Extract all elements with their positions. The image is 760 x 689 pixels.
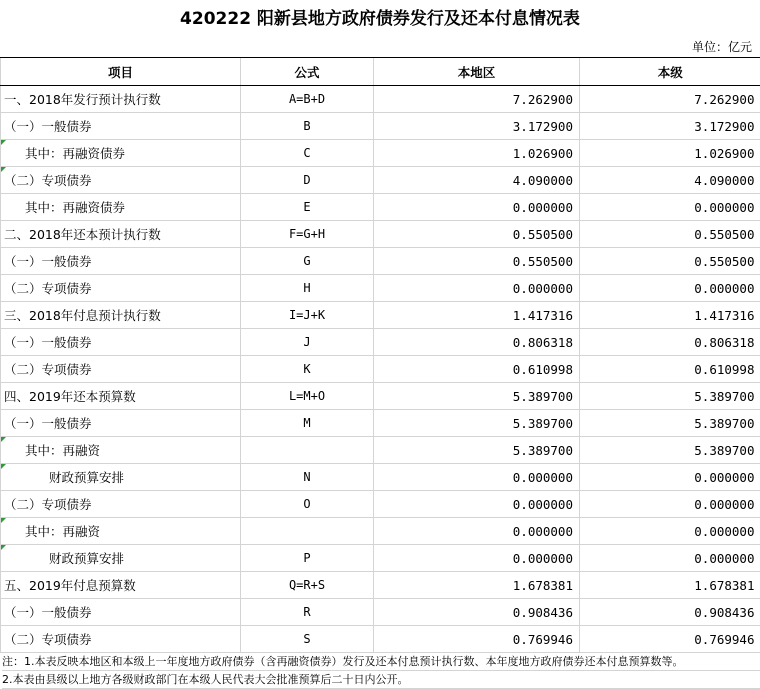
row-local-value: 0.806318 [374,329,580,356]
header-level: 本级 [580,58,760,86]
row-item: 四、2019年还本预算数 [1,383,241,410]
row-local-value: 5.389700 [374,410,580,437]
row-formula: E [241,194,374,221]
row-formula [241,437,374,464]
table-row [1,194,760,221]
row-item: （二）专项债券 [1,167,241,194]
debt-table [0,57,760,653]
row-level-value: 3.172900 [580,113,760,140]
table-row [1,383,760,410]
row-level-value: 1.026900 [580,140,760,167]
row-item: （一）一般债券 [1,599,241,626]
row-level-value: 5.389700 [580,437,760,464]
row-formula: F=G+H [241,221,374,248]
row-item: （二）专项债券 [1,626,241,653]
table-row [1,410,760,437]
row-level-value: 0.769946 [580,626,760,653]
row-local-value: 0.000000 [374,464,580,491]
table-row [1,329,760,356]
row-item: 二、2018年还本预计执行数 [1,221,241,248]
row-item: 一、2018年发行预计执行数 [1,86,241,113]
row-formula: H [241,275,374,302]
row-formula: K [241,356,374,383]
row-formula: I=J+K [241,302,374,329]
header-formula: 公式 [241,58,374,86]
table-row [1,221,760,248]
table-row [1,248,760,275]
table-row [1,518,760,545]
row-level-value: 0.908436 [580,599,760,626]
row-local-value: 7.262900 [374,86,580,113]
row-formula: S [241,626,374,653]
row-level-value: 0.000000 [580,464,760,491]
row-item: 三、2018年付息预计执行数 [1,302,241,329]
row-formula: N [241,464,374,491]
row-local-value: 0.610998 [374,356,580,383]
row-item: 财政预算安排 [1,464,241,491]
table-row [1,275,760,302]
row-item: （二）专项债券 [1,275,241,302]
table-row [1,599,760,626]
row-formula: D [241,167,374,194]
row-formula: C [241,140,374,167]
row-level-value: 0.610998 [580,356,760,383]
notes [0,653,760,689]
table-row [1,572,760,599]
row-item: 财政预算安排 [1,545,241,572]
row-local-value: 0.000000 [374,518,580,545]
table-row [1,626,760,653]
table-row [1,464,760,491]
row-local-value: 0.000000 [374,491,580,518]
header-row [1,58,760,86]
row-local-value: 3.172900 [374,113,580,140]
row-formula: Q=R+S [241,572,374,599]
row-local-value: 5.389700 [374,383,580,410]
note-2: 2.本表由县级以上地方各级财政部门在本级人民代表大会批准预算后二十日内公开。 [2,671,760,689]
unit-label: 单位：亿元 [0,38,760,57]
row-formula: B [241,113,374,140]
row-formula: M [241,410,374,437]
header-local: 本地区 [374,58,580,86]
row-item: （一）一般债券 [1,248,241,275]
table-row [1,302,760,329]
table-row [1,491,760,518]
row-local-value: 0.000000 [374,275,580,302]
row-item: 其中：再融资债券 [1,194,241,221]
row-item: 其中：再融资债券 [1,140,241,167]
table-row [1,86,760,113]
table-row [1,140,760,167]
row-level-value: 0.000000 [580,194,760,221]
row-level-value: 5.389700 [580,383,760,410]
header-item: 项目 [1,58,241,86]
row-formula: P [241,545,374,572]
row-item: （二）专项债券 [1,356,241,383]
row-formula: J [241,329,374,356]
row-level-value: 5.389700 [580,410,760,437]
table-row [1,437,760,464]
row-level-value: 1.678381 [580,572,760,599]
row-item: （二）专项债券 [1,491,241,518]
row-formula: R [241,599,374,626]
row-item: （一）一般债券 [1,113,241,140]
row-level-value: 1.417316 [580,302,760,329]
page-title: 420222 阳新县地方政府债券发行及还本付息情况表 [0,0,760,38]
table-row [1,167,760,194]
row-item: （一）一般债券 [1,329,241,356]
row-level-value: 0.000000 [580,491,760,518]
row-local-value: 1.417316 [374,302,580,329]
row-local-value: 4.090000 [374,167,580,194]
row-level-value: 0.000000 [580,275,760,302]
row-local-value: 1.026900 [374,140,580,167]
row-level-value: 0.000000 [580,545,760,572]
row-item: （一）一般债券 [1,410,241,437]
table-row [1,545,760,572]
row-formula: G [241,248,374,275]
row-level-value: 4.090000 [580,167,760,194]
row-formula [241,518,374,545]
row-level-value: 0.550500 [580,221,760,248]
row-local-value: 0.550500 [374,248,580,275]
row-formula: L=M+O [241,383,374,410]
row-formula: A=B+D [241,86,374,113]
row-local-value: 0.000000 [374,194,580,221]
row-local-value: 1.678381 [374,572,580,599]
table-row [1,113,760,140]
row-level-value: 0.806318 [580,329,760,356]
table-body [1,86,760,653]
row-item: 其中：再融资 [1,437,241,464]
row-local-value: 0.908436 [374,599,580,626]
row-level-value: 0.550500 [580,248,760,275]
row-formula: O [241,491,374,518]
row-item: 其中：再融资 [1,518,241,545]
row-local-value: 0.769946 [374,626,580,653]
note-1: 注：1.本表反映本地区和本级上一年度地方政府债券（含再融资债券）发行及还本付息预计执行数、本年度地方政府债券还本付息预算数等。 [2,653,760,671]
row-item: 五、2019年付息预算数 [1,572,241,599]
row-local-value: 0.550500 [374,221,580,248]
row-local-value: 5.389700 [374,437,580,464]
row-level-value: 7.262900 [580,86,760,113]
table-row [1,356,760,383]
row-level-value: 0.000000 [580,518,760,545]
row-local-value: 0.000000 [374,545,580,572]
